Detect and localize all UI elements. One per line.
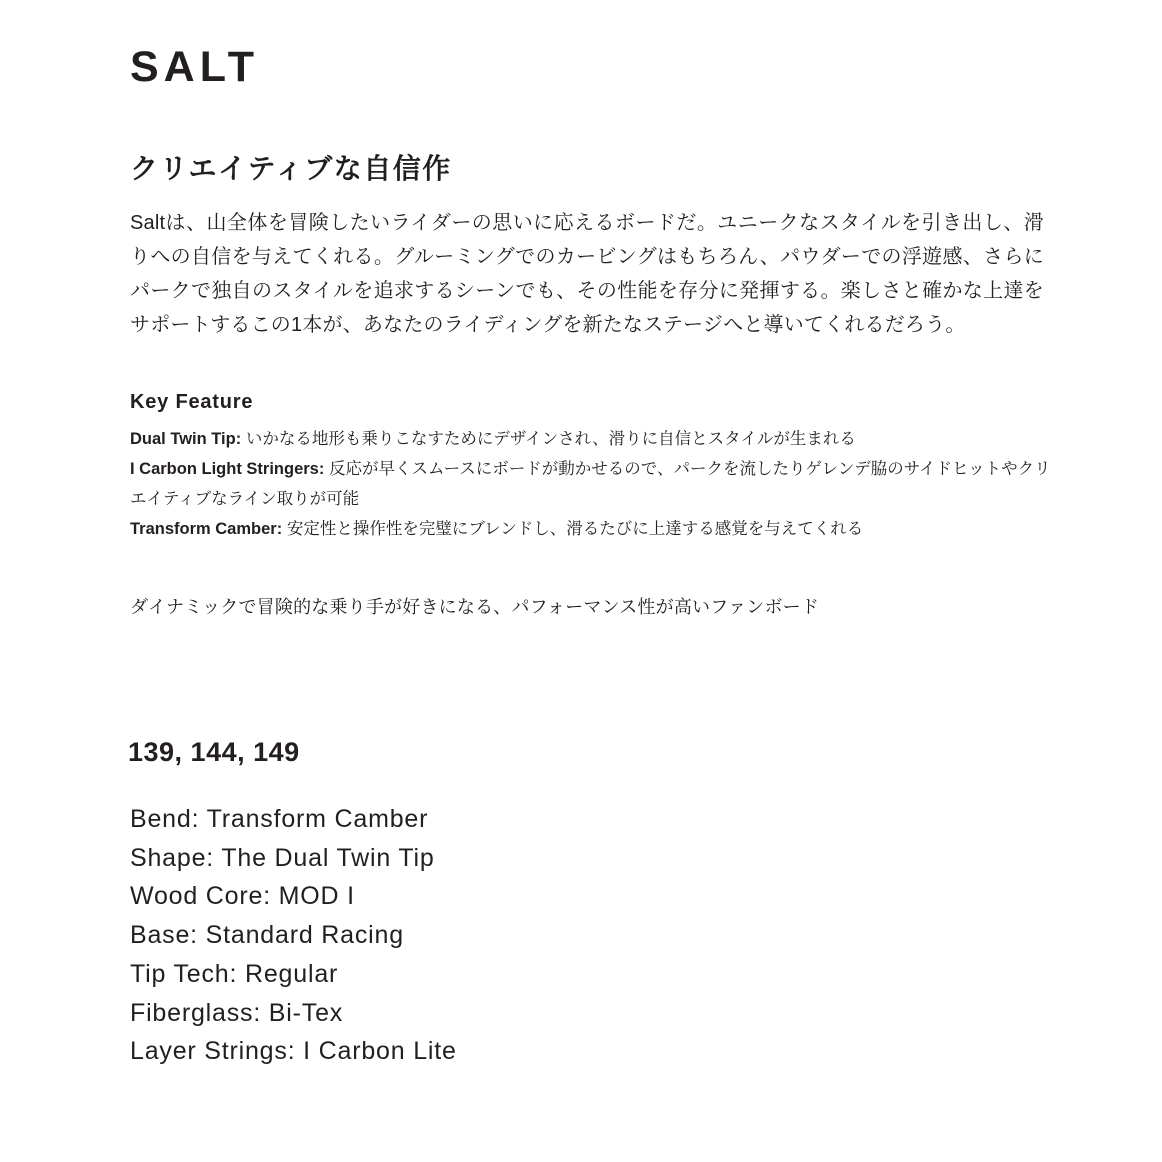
key-feature-text: いかなる地形も乗りこなすためにデザインされ、滑りに自信とスタイルが生まれる bbox=[245, 430, 856, 448]
key-feature-list bbox=[130, 424, 1062, 544]
key-feature-label: Dual Twin Tip: bbox=[130, 430, 242, 448]
spec-fiberglass: Fiberglass: Bi-Tex bbox=[130, 998, 344, 1027]
key-feature-text: 安定性と操作性を完璧にブレンドし、滑るたびに上達する感覚を与えてくれる bbox=[286, 520, 864, 538]
spec-base: Base: Standard Racing bbox=[130, 921, 404, 950]
key-feature-text: 反応が早くスムースにボードが動かせるので、パークを流したりゲレンデ脇のサイドヒットやクリエイティブなライン取りが可能 bbox=[130, 460, 1051, 508]
key-feature-item bbox=[130, 424, 1062, 454]
key-feature-label: Transform Camber: bbox=[130, 520, 283, 538]
brand-logo: SALT bbox=[130, 43, 260, 91]
key-feature-item bbox=[130, 514, 1062, 544]
key-feature-heading: Key Feature bbox=[130, 391, 254, 413]
size-list: 139, 144, 149 bbox=[128, 737, 300, 767]
spec-list bbox=[130, 800, 457, 1071]
spec-layer-strings: Layer Strings: I Carbon Lite bbox=[130, 1037, 457, 1066]
spec-tip-tech: Tip Tech: Regular bbox=[130, 959, 339, 988]
product-tagline: ダイナミックで冒険的な乗り手が好きになる、パフォーマンス性が高いファンボード bbox=[130, 597, 820, 617]
key-feature-item bbox=[130, 454, 1062, 514]
product-description: Saltは、山全体を冒険したいライダーの思いに応えるボードだ。ユニークなスタイルを引き出し、滑りへの自信を与えてくれる。グルーミングでのカービングはもちろん、パウダーでの浮遊感、さらにパークで独自のスタイルを追求するシーンでも、その性能を存分に発揮する。楽しさと確かな上達をサポートするこの1本が、あなたのライディングを新たなステージへと導いてくれるだろう。 bbox=[130, 212, 1044, 336]
spec-bend: Bend: Transform Camber bbox=[130, 805, 429, 833]
spec-shape: Shape: The Dual Twin Tip bbox=[130, 843, 435, 872]
key-feature-label: I Carbon Light Stringers: bbox=[130, 460, 325, 478]
product-headline: クリエイティブな自信作 bbox=[130, 153, 452, 184]
spec-wood-core: Wood Core: MOD I bbox=[130, 882, 355, 911]
